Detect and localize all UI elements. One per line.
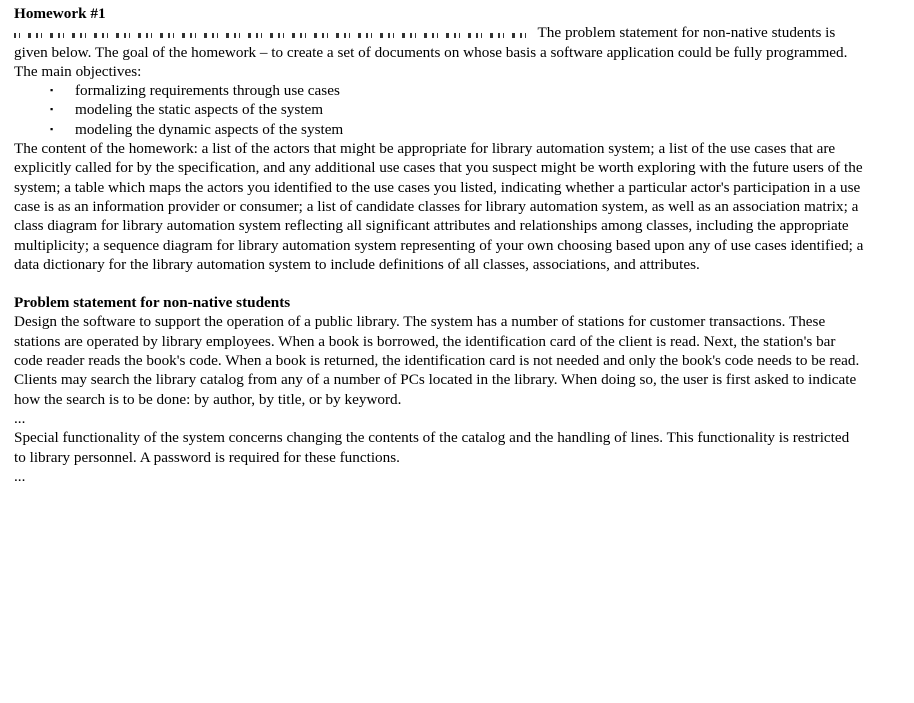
objective-text: formalizing requirements through use cases [75,82,340,100]
bullet-icon: ▪ [50,85,54,96]
objective-text: modeling the dynamic aspects of the system [75,120,344,138]
bullet-icon: ▪ [50,104,54,115]
objectives-list [14,81,864,139]
objective-text: modeling the static aspects of the system [75,101,324,119]
document-title: Homework #1 [14,5,106,22]
list-item [50,120,864,139]
problem-paragraph-2: Clients may search the library catalog from any of a number of PCs located in the library. When doing so, the user is first asked to indicate how the search is to be done: by author, by title, or by keyword. [14,371,857,408]
bullet-icon: ▪ [50,123,54,134]
intro-text: The problem statement for non-native students is given below. The goal of the homework – to create a set of documents on whose basis a software application could be fully programmed. [14,24,848,61]
ellipsis-2: ... [14,467,26,485]
problem-paragraph-3: Special functionality of the system concerns changing the contents of the catalog and the handling of lines. This functionality is restricted to library personnel. A password is required for these functions. [14,429,850,466]
problem-paragraph-1: Design the software to support the operation of a public library. The system has a number of stations for customer transactions. These stations are operated by library employees. When a book is borrowed, the identification card of the client is read. Next, the station's bar code reader reads the book's code. When a book is returned, the identification card is not needed and only the book's code needs to be read. [14,313,860,370]
problem-heading: Problem statement for non-native students [14,294,291,312]
document-body [14,4,864,486]
obscured-text [14,26,534,38]
ellipsis-1: ... [14,409,26,427]
objectives-heading: The main objectives: [14,62,142,80]
intro-paragraph [14,23,864,62]
list-item [50,81,864,100]
list-item [50,100,864,119]
content-paragraph: The content of the homework: a list of the actors that might be appropriate for library automation system; a list of the use cases that are explicitly called for by the specification, and any additional use cases that you suspect might be worth exploring with the future users of the system; a table which maps the actors you identified to the use cases you listed, indicating whether a particular actor's participation in a use case is as an information provider or consumer; a list of candidate classes for library automation system, as well as an association matrix; a class diagram for library automation system reflecting all significant attributes and relationships among classes, including the appropriate multiplicity; a sequence diagram for library automation system representing of your own choosing based upon any of use cases identified; a data dictionary for the library automation system to include definitions of all classes, associations, and attributes. [14,140,864,273]
paragraph-spacer [14,274,864,293]
